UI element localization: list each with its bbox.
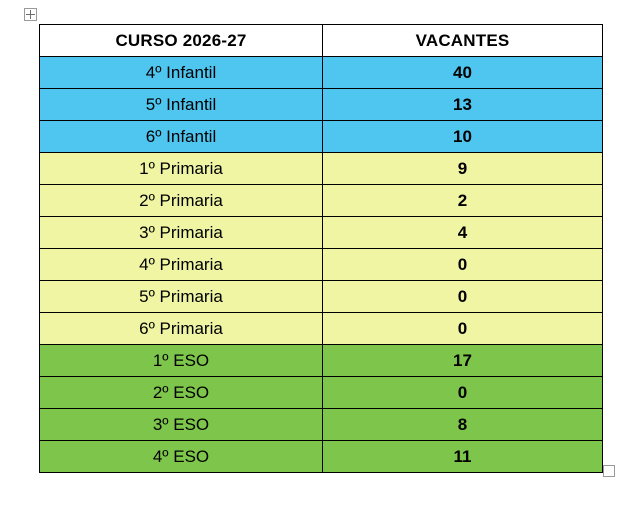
cell-curso: 6º Primaria bbox=[40, 313, 323, 345]
cell-vacantes: 10 bbox=[323, 121, 603, 153]
cell-curso: 5º Infantil bbox=[40, 89, 323, 121]
table-header-row bbox=[40, 25, 603, 57]
cell-curso: 5º Primaria bbox=[40, 281, 323, 313]
table-row bbox=[40, 57, 603, 89]
cell-vacantes: 4 bbox=[323, 217, 603, 249]
table-row bbox=[40, 409, 603, 441]
table-row bbox=[40, 89, 603, 121]
header-cell-vacantes: VACANTES bbox=[323, 25, 603, 57]
cell-vacantes: 40 bbox=[323, 57, 603, 89]
vacantes-table bbox=[39, 24, 603, 473]
table-row bbox=[40, 281, 603, 313]
header-cell-curso: CURSO 2026-27 bbox=[40, 25, 323, 57]
table-row bbox=[40, 345, 603, 377]
cell-vacantes: 8 bbox=[323, 409, 603, 441]
table-row bbox=[40, 121, 603, 153]
cell-curso: 4º Primaria bbox=[40, 249, 323, 281]
table-body bbox=[40, 57, 603, 473]
cell-curso: 1º ESO bbox=[40, 345, 323, 377]
table-row bbox=[40, 377, 603, 409]
cell-vacantes: 17 bbox=[323, 345, 603, 377]
table-row bbox=[40, 185, 603, 217]
table-row bbox=[40, 441, 603, 473]
table-resize-handle-icon[interactable] bbox=[603, 465, 615, 477]
table-row bbox=[40, 217, 603, 249]
cell-vacantes: 11 bbox=[323, 441, 603, 473]
cell-curso: 4º ESO bbox=[40, 441, 323, 473]
table-move-handle-icon[interactable] bbox=[24, 8, 37, 21]
cell-curso: 3º ESO bbox=[40, 409, 323, 441]
cell-vacantes: 2 bbox=[323, 185, 603, 217]
table-container bbox=[39, 24, 602, 473]
table-row bbox=[40, 313, 603, 345]
cell-curso: 6º Infantil bbox=[40, 121, 323, 153]
cell-vacantes: 9 bbox=[323, 153, 603, 185]
cell-vacantes: 0 bbox=[323, 281, 603, 313]
cell-vacantes: 0 bbox=[323, 313, 603, 345]
table-row bbox=[40, 153, 603, 185]
cell-curso: 4º Infantil bbox=[40, 57, 323, 89]
cell-curso: 2º Primaria bbox=[40, 185, 323, 217]
cell-curso: 2º ESO bbox=[40, 377, 323, 409]
table-header bbox=[40, 25, 603, 57]
cell-vacantes: 0 bbox=[323, 377, 603, 409]
cell-vacantes: 0 bbox=[323, 249, 603, 281]
table-row bbox=[40, 249, 603, 281]
cell-curso: 3º Primaria bbox=[40, 217, 323, 249]
cell-vacantes: 13 bbox=[323, 89, 603, 121]
cell-curso: 1º Primaria bbox=[40, 153, 323, 185]
